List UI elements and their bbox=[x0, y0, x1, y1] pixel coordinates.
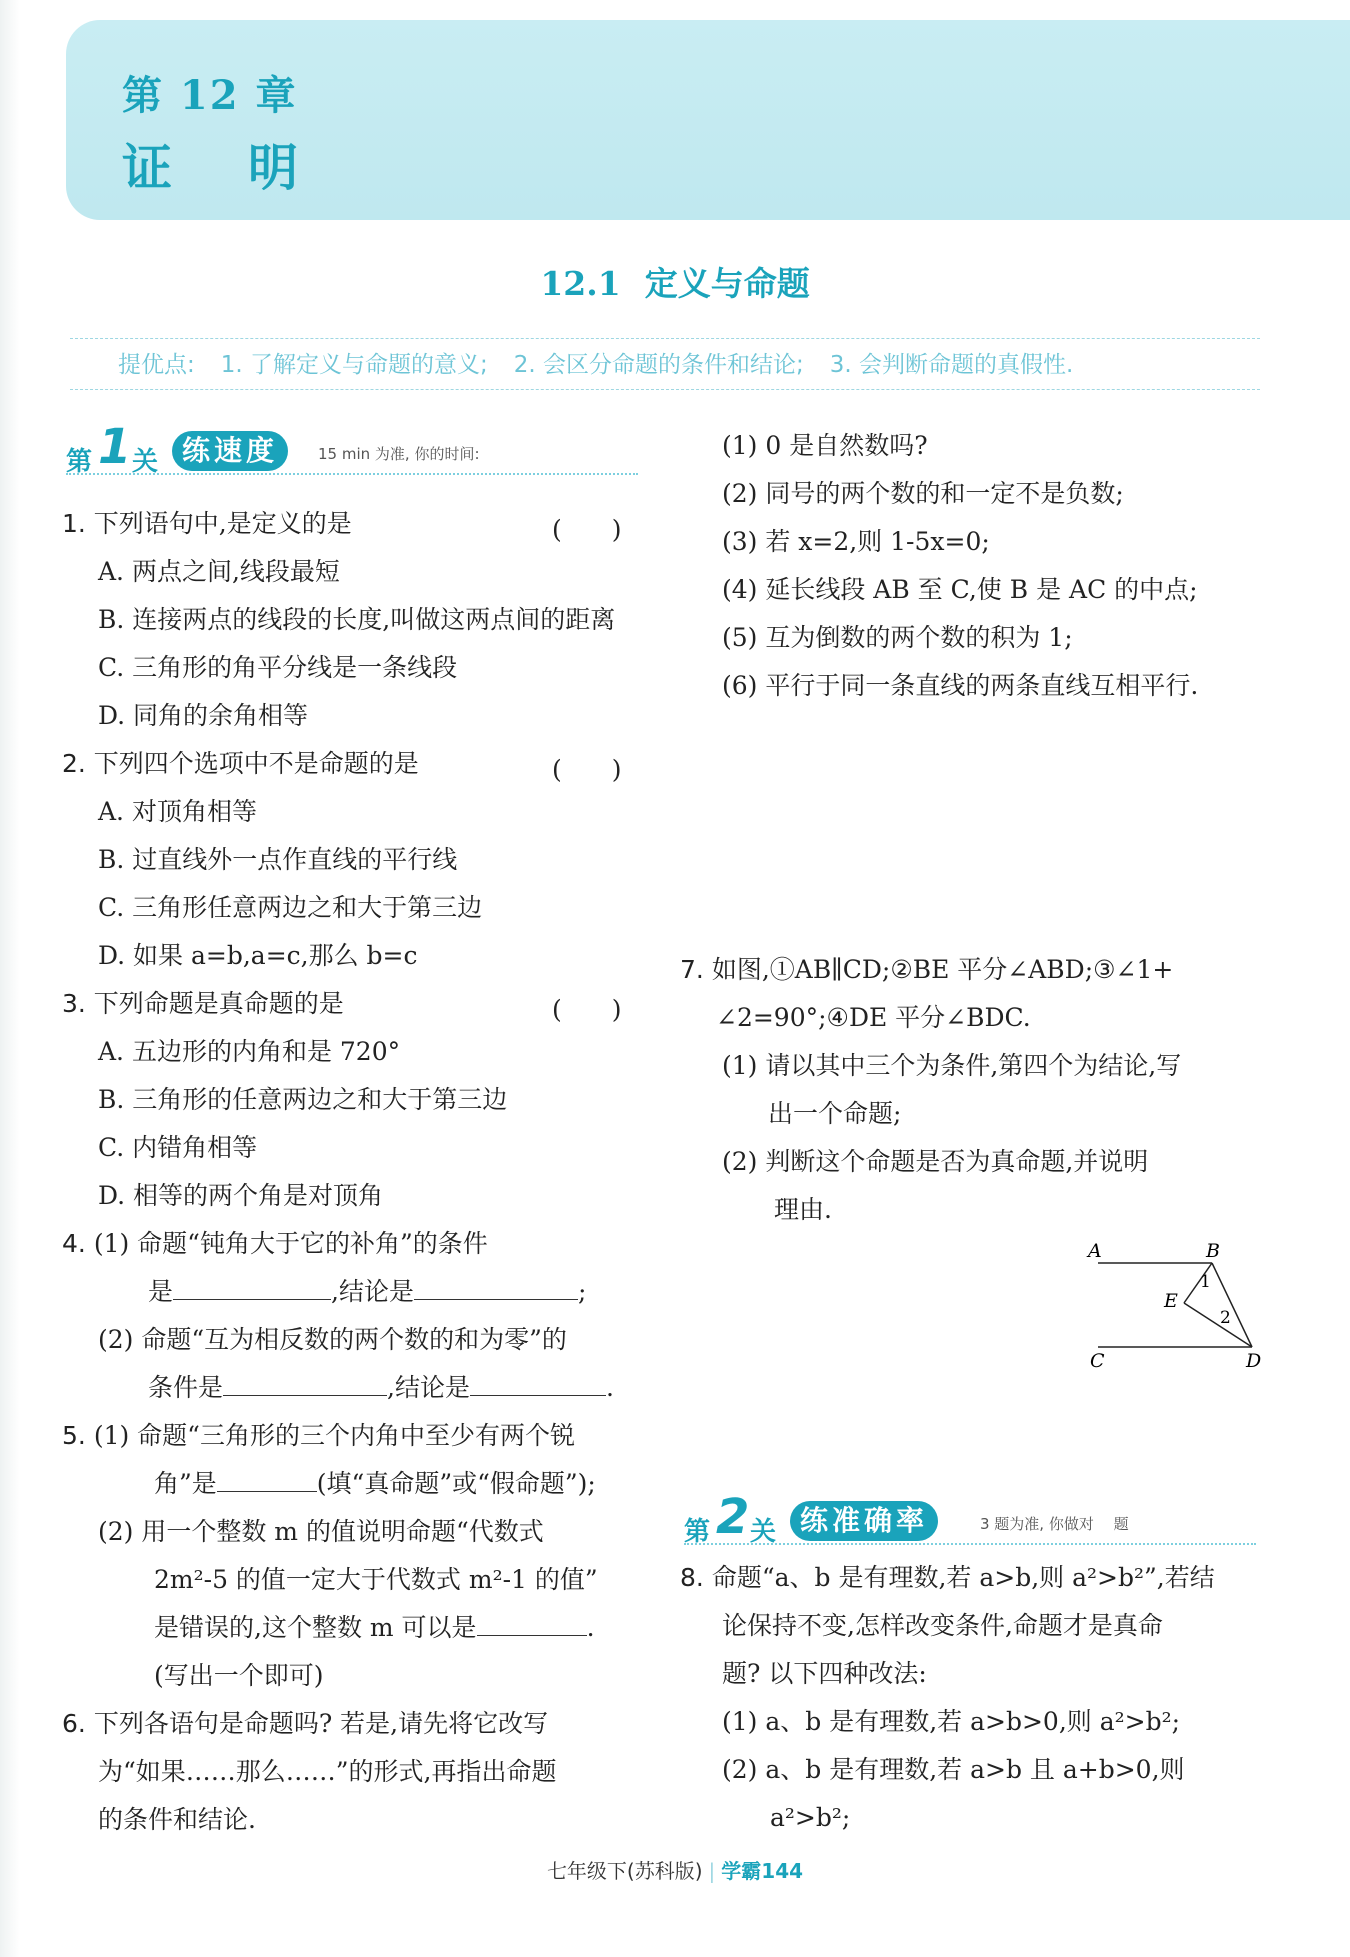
q8 bbox=[680, 1554, 1280, 1842]
geometry-figure bbox=[1080, 1235, 1280, 1375]
q8-line-2: 论保持不变,怎样改变条件,命题才是真命 bbox=[722, 1611, 1163, 1640]
stage-2-name: 练准确率 bbox=[790, 1501, 938, 1541]
section-number: 12.1 bbox=[540, 264, 621, 303]
footer-page-number: 144 bbox=[761, 1859, 804, 1883]
q3-option-a: A. 五边形的内角和是 720° bbox=[98, 1037, 401, 1066]
q3-option-d: D. 相等的两个角是对顶角 bbox=[98, 1181, 384, 1210]
page-footer bbox=[0, 1855, 1350, 1884]
q7 bbox=[680, 946, 1280, 1234]
improve-point-3: 3. 会判断命题的真假性. bbox=[829, 352, 1074, 378]
q7-line-3: (1) 请以其中三个为条件,第四个为结论,写 bbox=[722, 1051, 1182, 1080]
section-name: 定义与命题 bbox=[644, 264, 810, 303]
stage-1-divider bbox=[66, 473, 638, 475]
q1-option-d: D. 同角的余角相等 bbox=[98, 701, 309, 730]
q4-2-conclusion-blank[interactable] bbox=[470, 1365, 606, 1396]
q4-condition-blank[interactable] bbox=[173, 1269, 331, 1300]
q3-option-b: B. 三角形的任意两边之和大于第三边 bbox=[98, 1085, 508, 1114]
label-angle-2: 2 bbox=[1220, 1308, 1231, 1328]
label-b: B bbox=[1206, 1240, 1220, 1262]
label-d: D bbox=[1246, 1350, 1262, 1372]
q6-item-4: (4) 延长线段 AB 至 C,使 B 是 AC 的中点; bbox=[722, 575, 1198, 604]
chapter-number: 第 12 章 bbox=[122, 72, 298, 119]
q2-option-d: D. 如果 a=b,a=c,那么 b=c bbox=[98, 941, 418, 970]
q2-option-b: B. 过直线外一点作直线的平行线 bbox=[98, 845, 458, 874]
q4-line-1: 4. (1) 命题“钝角大于它的补角”的条件 bbox=[62, 1229, 488, 1258]
stage-2-di: 第 bbox=[684, 1517, 711, 1547]
q5-line-5: 是错误的,这个整数 m 可以是 . bbox=[62, 1604, 652, 1652]
q7-line-4: 出一个命题; bbox=[768, 1099, 902, 1128]
q1-option-b: B. 连接两点的线段的长度,叫做这两点间的距离 bbox=[98, 605, 616, 634]
q3-answer-paren[interactable]: ( ) bbox=[552, 995, 622, 1024]
improve-point-1: 1. 了解定义与命题的意义; bbox=[220, 352, 488, 378]
stage-2-divider bbox=[684, 1543, 1256, 1545]
q6-line-3: 的条件和结论. bbox=[98, 1805, 256, 1834]
improve-point-2: 2. 会区分命题的条件和结论; bbox=[513, 352, 804, 378]
q7-line-1: 7. 如图,①AB∥CD;②BE 平分∠ABD;③∠1+ bbox=[680, 955, 1174, 984]
q8-line-4: (1) a、b 是有理数,若 a>b>0,则 a²>b²; bbox=[722, 1707, 1181, 1736]
q2-number: 2. bbox=[62, 749, 86, 778]
q8-line-5: (2) a、b 是有理数,若 a>b 且 a+b>0,则 bbox=[722, 1755, 1185, 1784]
stage-2-banner bbox=[684, 1489, 1264, 1551]
label-a: A bbox=[1088, 1240, 1102, 1262]
improve-label: 提优点: bbox=[118, 352, 195, 378]
q5-line-2: 角”是 (填“真命题”或“假命题”); bbox=[62, 1460, 652, 1508]
stage-1-banner bbox=[66, 419, 646, 481]
q5-line-4: 2m²-5 的值一定大于代数式 m²-1 的值” bbox=[154, 1565, 598, 1594]
stage-2-guan: 关 bbox=[750, 1517, 777, 1547]
stage-1-di: 第 bbox=[66, 447, 93, 477]
q6-item-3: (3) 若 x=2,则 1-5x=0; bbox=[722, 527, 990, 556]
q8-line-3: 题? 以下四种改法: bbox=[722, 1659, 927, 1688]
q8-line-1: 8. 命题“a、b 是有理数,若 a>b,则 a²>b²”,若结 bbox=[680, 1563, 1215, 1592]
q6-item-6: (6) 平行于同一条直线的两条直线互相平行. bbox=[722, 671, 1199, 700]
q3-option-c: C. 内错角相等 bbox=[98, 1133, 258, 1162]
q4-conclusion-blank[interactable] bbox=[414, 1269, 578, 1300]
chapter-title: 证明 bbox=[122, 138, 374, 197]
q3-text: 下列命题是真命题的是 bbox=[85, 989, 344, 1018]
q5-line-1: 5. (1) 命题“三角形的三个内角中至少有两个锐 bbox=[62, 1421, 575, 1450]
stage-1-guan: 关 bbox=[132, 447, 159, 477]
label-angle-1: 1 bbox=[1200, 1272, 1211, 1292]
q2-option-c: C. 三角形任意两边之和大于第三边 bbox=[98, 893, 483, 922]
stage-2-note: 3 题为准, 你做对 题 bbox=[980, 1515, 1129, 1533]
q1-text: 下列语句中,是定义的是 bbox=[85, 509, 352, 538]
stage-1-number: 1 bbox=[98, 419, 132, 475]
q6-items bbox=[722, 422, 1282, 710]
improve-points-bar bbox=[70, 338, 1260, 390]
q1-option-c: C. 三角形的角平分线是一条线段 bbox=[98, 653, 458, 682]
label-e: E bbox=[1164, 1290, 1178, 1312]
q7-line-2: ∠2=90°;④DE 平分∠BDC. bbox=[716, 1003, 1031, 1032]
q6-item-1: (1) 0 是自然数吗? bbox=[722, 431, 928, 460]
stage-1-name: 练速度 bbox=[172, 431, 288, 471]
q6-item-2: (2) 同号的两个数的和一定不是负数; bbox=[722, 479, 1124, 508]
q5-line-6: (写出一个即可) bbox=[154, 1661, 324, 1690]
q6-line-2: 为“如果……那么……”的形式,再指出命题 bbox=[98, 1757, 557, 1786]
q8-line-6: a²>b²; bbox=[770, 1803, 851, 1832]
q3-number: 3. bbox=[62, 989, 86, 1018]
chapter-header bbox=[66, 20, 1350, 220]
footer-grade: 七年级下(苏科版) bbox=[546, 1859, 703, 1883]
label-c: C bbox=[1090, 1350, 1105, 1372]
q5-integer-blank[interactable] bbox=[477, 1605, 587, 1636]
q1-answer-paren[interactable]: ( ) bbox=[552, 515, 622, 544]
left-column-lower bbox=[62, 1220, 652, 1844]
q4-line-4: 条件是 ,结论是 . bbox=[62, 1364, 652, 1412]
footer-separator: | bbox=[708, 1859, 716, 1883]
section-title bbox=[0, 258, 1350, 305]
q6-item-5: (5) 互为倒数的两个数的积为 1; bbox=[722, 623, 1073, 652]
q2-text: 下列四个选项中不是命题的是 bbox=[85, 749, 419, 778]
q7-line-6: 理由. bbox=[774, 1195, 832, 1224]
q2-answer-paren[interactable]: ( ) bbox=[552, 755, 622, 784]
footer-brand: 学霸 bbox=[721, 1859, 762, 1883]
q4-line-3: (2) 命题“互为相反数的两个数的和为零”的 bbox=[98, 1325, 567, 1354]
q4-2-condition-blank[interactable] bbox=[223, 1365, 387, 1396]
q4-line-2: 是 ,结论是 ; bbox=[62, 1268, 652, 1316]
q7-line-5: (2) 判断这个命题是否为真命题,并说明 bbox=[722, 1147, 1149, 1176]
q1-number: 1. bbox=[62, 509, 86, 538]
stage-2-number: 2 bbox=[716, 1489, 750, 1545]
q2-option-a: A. 对顶角相等 bbox=[98, 797, 257, 826]
q5-judge-blank[interactable] bbox=[217, 1461, 317, 1492]
q5-line-3: (2) 用一个整数 m 的值说明命题“代数式 bbox=[98, 1517, 544, 1546]
q1-option-a: A. 两点之间,线段最短 bbox=[98, 557, 340, 586]
left-column bbox=[62, 500, 642, 1220]
stage-1-note: 15 min 为准, 你的时间: bbox=[318, 445, 480, 463]
q6-line-1: 6. 下列各语句是命题吗? 若是,请先将它改写 bbox=[62, 1709, 549, 1738]
